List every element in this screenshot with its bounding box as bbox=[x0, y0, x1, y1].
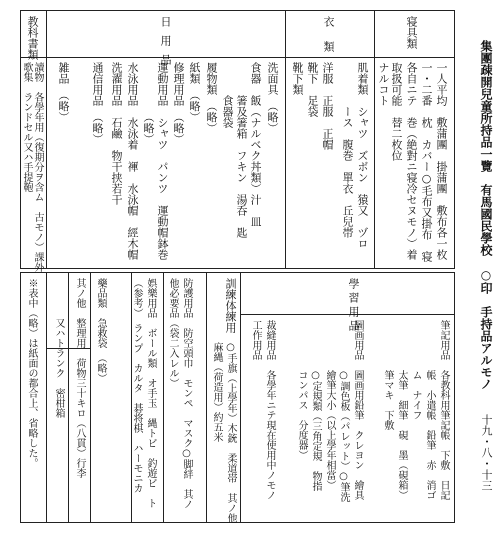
rule bbox=[46, 10, 47, 268]
nichiyo-line: 洗面具 （略） bbox=[266, 62, 279, 134]
i-line: 靴下 足袋 bbox=[306, 62, 319, 117]
kyoka-line: 讀物 各學年用（復期分ヲ含ム 古モノ）課外 bbox=[32, 62, 43, 272]
shingu-line: 各自ニテ 巻（絶對ニ寝冷セヌモノ）着 bbox=[405, 62, 418, 260]
gakushu-line: 圖画用品 圖画用鉛筆 クレヨン 繪具 bbox=[352, 320, 363, 500]
shingu-line: 一・二番 枕 カバー○毛布又掛布 寝 bbox=[420, 62, 433, 262]
gakushu-line: 帳 小遣帳 鉛筆 赤 消ゴ bbox=[424, 320, 435, 500]
gakushu-line: 筆記用品 各教科用筆記帳 下敷 日記 bbox=[438, 320, 449, 500]
gakushu-line: 裁縫用品 各學年ニテ現在使用中ノモノ bbox=[264, 320, 275, 500]
kyoka-line: 歌集 ランドセル又ハ手提鞄 bbox=[21, 62, 32, 192]
boei-line: 他必要品（袋二入レル） bbox=[167, 278, 178, 388]
sonota-line: 又ハトランク 密柑箱 bbox=[53, 278, 64, 418]
nichiyo-line: 食器 飯（ナルベク丼類）汁 皿 bbox=[249, 62, 262, 227]
gakushu-line: ○調色板（パレット）○筆洗 bbox=[338, 320, 349, 502]
nichiyo-line: 修理用品 （略） bbox=[172, 62, 185, 145]
rule bbox=[163, 272, 164, 522]
header-shingu: 寝具類 bbox=[405, 16, 418, 49]
shingu-line: ナルコト bbox=[377, 62, 390, 106]
document-title: 集團疎開兒童所持品一覽 有馬國民學校 ○印 手持品アルモノ bbox=[479, 40, 493, 390]
rule bbox=[90, 272, 91, 522]
gakushu-line: 繪筆大小（以上學年相當） bbox=[324, 320, 335, 490]
nichiyo-line: 運動用品 シャツ パンツ 運動帽鉢巻 bbox=[156, 62, 169, 260]
rule bbox=[20, 522, 455, 523]
boei-line: 防護用品 防空頭巾 モンペ マスク○脚絆 其ノ bbox=[181, 278, 192, 509]
i-line: 洋服 正服 正帽 bbox=[321, 62, 334, 150]
document-date: 十九・八・十三 bbox=[480, 414, 493, 491]
rule bbox=[285, 10, 286, 268]
nichiyo-line: 通信用品 （略） bbox=[91, 62, 104, 145]
rule bbox=[20, 272, 455, 273]
rule bbox=[206, 272, 207, 522]
gakushu-header: 學習用品 bbox=[347, 278, 360, 334]
header-kyoka: 教科書類 bbox=[26, 16, 39, 60]
gakushu-line: 筆マキ 下敷 bbox=[382, 320, 393, 430]
rule bbox=[20, 268, 455, 269]
nichiyo-line: 雑品 （略） bbox=[57, 62, 70, 123]
i-line: 靴下類 bbox=[291, 62, 304, 95]
goraku-line: 娯樂用品 ボール類 オ手玉 縄トビ 釣遊ビ ト bbox=[145, 278, 156, 508]
nichiyo-line: 洗濯用品 石鹼 物干挟若干 bbox=[110, 62, 123, 205]
nichiyo-line: 食器袋 bbox=[221, 62, 234, 128]
yakuhin-line: 藥品類 急救袋 （略） bbox=[95, 278, 106, 383]
rule bbox=[454, 272, 455, 522]
rule bbox=[46, 272, 47, 522]
goraku-line: （参考） ランプ カルタ 碁将棋 ハーモニカ bbox=[131, 278, 142, 493]
rule bbox=[20, 272, 21, 522]
header-i: 衣類 bbox=[322, 16, 335, 66]
gakushu-line: コンパス 分度器） bbox=[296, 320, 307, 460]
rule bbox=[240, 272, 241, 522]
i-line: ース 腹巻 單衣 丘兒帯 bbox=[341, 62, 354, 238]
rule bbox=[374, 10, 375, 268]
nichiyo-line: 履物類 （略） bbox=[205, 62, 218, 134]
shingu-line: 取扱可能 替二枚位 bbox=[390, 62, 403, 161]
nichiyo-line: 箸及箸箱 フキン 湯呑 匙 bbox=[235, 62, 248, 238]
nichiyo-line: （略） bbox=[142, 62, 155, 145]
shingu-line: 一人平均 敷蒲團 掛蒲團 敷布各一枚 bbox=[435, 62, 448, 260]
gakushu-line: ム ナイフ bbox=[410, 320, 421, 420]
kunren-line: 麻縄（荷造用）約五米 bbox=[211, 342, 222, 442]
gakushu-line: 工作用品 bbox=[250, 320, 261, 360]
footnote: ※表中（略）は紙面の都合上、省略した。 bbox=[26, 278, 37, 468]
i-line: 肌着類 シャツ ズボン 猿又 ヅロ bbox=[356, 62, 369, 249]
gakushu-line: ○定規類（三角定規 物指 bbox=[310, 320, 321, 491]
rule bbox=[20, 57, 455, 58]
kunren-line: ○手旗（上學年）木銃 柔道帯 其ノ他 bbox=[225, 342, 236, 523]
nichiyo-line: 水泳用品 水泳着 褌 水泳帽 經木帽 bbox=[126, 62, 139, 260]
rule bbox=[20, 10, 455, 11]
rule bbox=[454, 10, 455, 268]
rule bbox=[68, 272, 69, 522]
gakushu-line: 太筆 細筆 硯 墨（硯箱） bbox=[396, 320, 407, 500]
kunren-header: 訓練体練用 bbox=[224, 278, 237, 333]
header-nichiyo: 日用品 bbox=[159, 16, 172, 73]
nichiyo-line: 紙類 （略） bbox=[188, 62, 201, 123]
sonota-line: 其ノ他 整理用 荷物三十キロ（八貫）行李 bbox=[74, 278, 85, 478]
